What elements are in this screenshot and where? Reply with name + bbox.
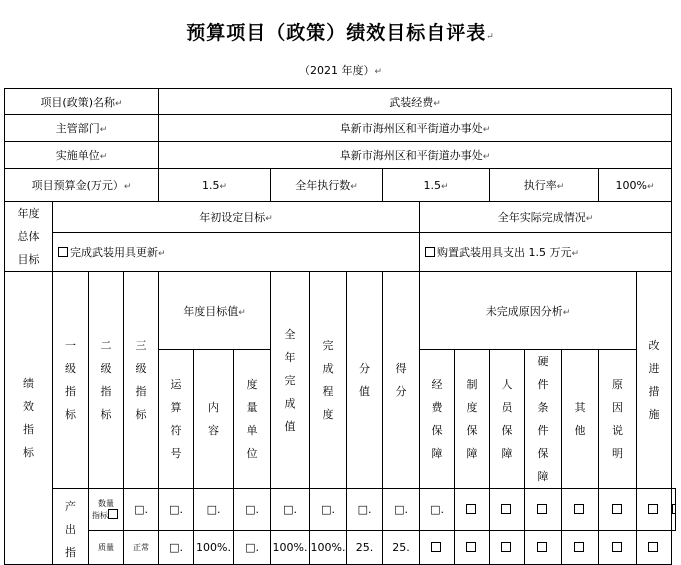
checkbox-cell: □. [310,489,347,531]
checkbox-cell: □. [194,489,234,531]
unit-value: 阜新市海州区和平街道办事处↵ [159,142,672,169]
reason-checkbox[interactable] [455,489,490,531]
exec-value: 1.5↵ [383,169,490,202]
dept-value: 阜新市海州区和平街道办事处↵ [159,115,672,142]
checkbox-cell: □. [124,489,159,531]
checkbox-icon [648,504,658,514]
level2-quantity: 数量 指标 [89,489,124,531]
checkbox-icon [672,504,675,514]
dept-label: 主管部门↵ [5,115,159,142]
checkbox-cell: □. [234,531,271,565]
col-content: 内 容 [194,350,234,489]
checkbox-icon [58,247,68,257]
reason-checkbox[interactable] [455,531,490,565]
reason-checkbox[interactable] [599,531,637,565]
year-label: （2021 年度）↵ [298,64,383,77]
score-value: 25. [347,531,383,565]
checkbox-icon [466,504,476,514]
checkbox-icon [612,542,622,552]
reason-checkbox[interactable] [637,489,672,531]
content-value: 100%. [194,531,234,565]
reason-checkbox[interactable] [599,489,637,531]
evaluation-table [4,88,676,565]
reason-checkbox[interactable] [637,531,672,565]
col-level2: 二 级 指 标 [89,272,124,489]
perf-side-label: 绩 效 指 标 [5,272,53,565]
initial-goal-header: 年初设定目标↵ [53,202,420,233]
col-done: 全 年 完 成 值 [271,272,310,489]
checkbox-cell: □. [347,489,383,531]
target-header: 年度目标值↵ [159,272,271,350]
page-title: 预算项目（政策）绩效目标自评表↵ [186,22,495,44]
budget-value: 1.5↵ [159,169,271,202]
goal-side-label: 年度 总体 目标 [5,202,53,272]
checkbox-icon [501,542,511,552]
score: 25. [383,531,420,565]
col-degree: 完 成 程 度 [310,272,347,489]
col-reason-system: 制 度 保 障 [455,350,490,489]
checkbox-icon [537,504,547,514]
table-row [5,531,676,565]
table-row [5,489,676,531]
level1-output: 产 出 指 [53,489,89,565]
checkbox-cell: □. [420,489,455,531]
checkbox-icon [501,504,511,514]
done-value: 100%. [271,531,310,565]
col-reason-funding: 经 费 保 障 [420,350,455,489]
checkbox-icon [574,504,584,514]
reason-checkbox[interactable] [490,531,525,565]
reason-checkbox[interactable] [672,489,676,531]
checkbox-icon [466,542,476,552]
checkbox-cell: □. [159,489,194,531]
level3-normal: 正常 [124,531,159,565]
budget-label: 项目预算金(万元）↵ [5,169,159,202]
col-reason-staff: 人 员 保 障 [490,350,525,489]
unit-label: 实施单位↵ [5,142,159,169]
col-unit: 度 量 单 位 [234,350,271,489]
checkbox-icon [431,542,441,552]
col-reason-note: 原 因 说 明 [599,350,637,489]
col-level1: 一 级 指 标 [53,272,89,489]
checkbox-cell: □. [271,489,310,531]
checkbox-icon [108,509,118,519]
reason-checkbox[interactable] [562,489,599,531]
col-score: 得 分 [383,272,420,489]
reason-checkbox[interactable] [525,489,562,531]
col-reason-hardware: 硬 件 条 件 保 障 [525,350,562,489]
exec-label: 全年执行数↵ [271,169,383,202]
reason-checkbox[interactable] [562,531,599,565]
checkbox-icon [574,542,584,552]
checkbox-icon [537,542,547,552]
checkbox-icon [425,247,435,257]
rate-label: 执行率↵ [490,169,599,202]
col-improve: 改 进 措 施 [637,272,672,489]
project-name-label: 项目(政策)名称↵ [5,89,159,115]
rate-value: 100%↵ [599,169,672,202]
actual-goal-header: 全年实际完成情况↵ [420,202,672,233]
level2-quality: 质量 [89,531,124,565]
checkbox-cell: □. [383,489,420,531]
reason-checkbox[interactable] [490,489,525,531]
project-name-value: 武装经费↵ [159,89,672,115]
reason-checkbox[interactable] [420,531,455,565]
checkbox-cell: □. [159,531,194,565]
reason-checkbox[interactable] [525,531,562,565]
col-level3: 三 级 指 标 [124,272,159,489]
degree-value: 100%. [310,531,347,565]
col-reason-other: 其 他 [562,350,599,489]
checkbox-icon [648,542,658,552]
col-operator: 运 算 符 号 [159,350,194,489]
reason-header: 未完成原因分析↵ [420,272,637,350]
col-score-value: 分 值 [347,272,383,489]
checkbox-icon [612,504,622,514]
actual-goal-value: 购置武装用具支出 1.5 万元↵ [420,232,672,271]
checkbox-cell: □. [234,489,271,531]
initial-goal-value: 完成武装用具更新↵ [53,232,420,271]
